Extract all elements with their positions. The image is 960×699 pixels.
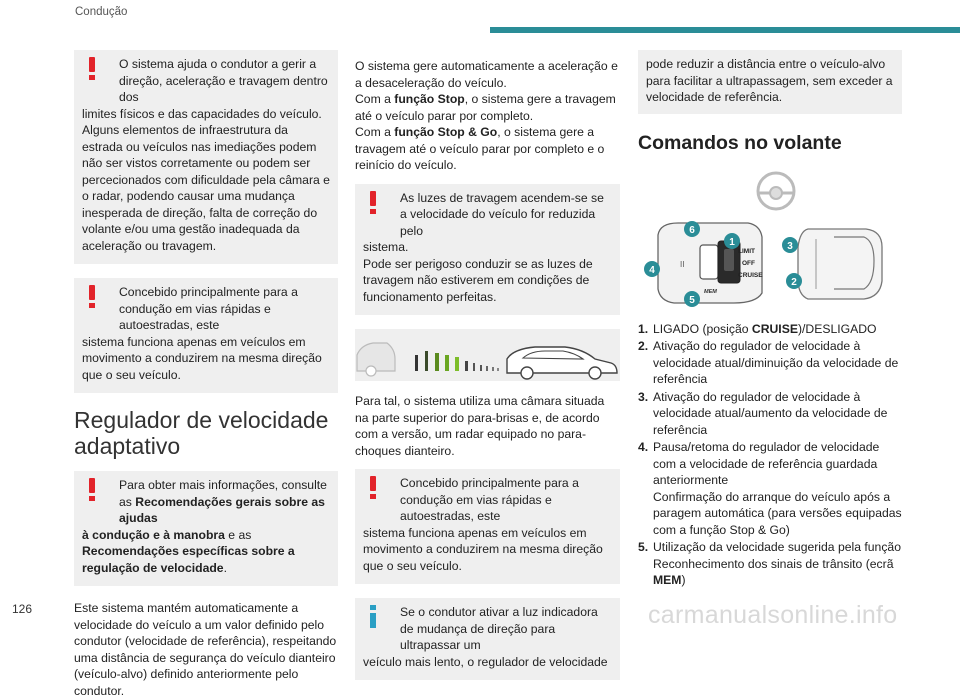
list-text: Utilização da velocidade sugerida pela função Reconhecimento dos sinais de trânsito (ecrã	[653, 540, 901, 571]
reference-bold: à condução e à manobra	[82, 527, 225, 542]
svg-text:5: 5	[689, 294, 695, 306]
controls-list	[638, 321, 902, 589]
warning-box	[355, 469, 620, 584]
warning-icon	[88, 285, 96, 308]
list-text: Ativação do regulador de velocidade à velocidade atual/aumento da velocidade de referência	[653, 389, 888, 437]
warning-box	[74, 278, 338, 393]
warning-lead: Concebido principalmente para a condução em vias rápidas e autoestradas, este	[119, 285, 298, 332]
list-item	[638, 321, 902, 338]
svg-text:3: 3	[787, 240, 793, 252]
svg-text:6: 6	[689, 224, 695, 236]
paragraph-text: , o sistema gere a travagem até o veículo parar por completo e o reinício do veículo.	[355, 125, 605, 172]
warning-text: limites físicos e das capacidades do veículo. Alguns elementos de infraestrutura da estrada ou veículos nas imediações podem não ser vistos corretamente ou podem ser percecionados com dificuldade pela câmara e o radar, podendo causar uma mudança inesperada de direção, falta de correção do volante e/ou uma gestão inadequada da aceleração ou travagem.	[82, 106, 330, 253]
paragraph-text: , o sistema gere a travagem até o veículo parar por completo.	[355, 92, 616, 123]
warning-lead: O sistema ajuda o condutor a gerir a direção, aceleração e travagem dentro dos	[119, 57, 328, 104]
warning-lead-bold: Recomendações gerais sobre as ajudas	[119, 494, 325, 525]
steering-controls-diagram	[638, 219, 902, 309]
paragraph-text: Com a	[355, 92, 395, 106]
reference-text: e as	[224, 527, 252, 542]
column-3	[638, 50, 902, 590]
warning-lead: As luzes de travagem acendem-se se a velocidade do veículo for reduzida pelo	[400, 190, 604, 238]
svg-text:2: 2	[791, 276, 797, 288]
limit-label: LIMIT	[738, 247, 755, 255]
watermark: carmanualsonline.info	[648, 601, 898, 629]
warning-box	[74, 50, 338, 264]
warning-text: sistema funciona apenas em veículos em movimento a conduzirem na mesma direção que o seu veículo.	[82, 334, 322, 382]
list-item	[638, 539, 902, 589]
steering-wheel-illustration	[638, 167, 902, 219]
paragraph	[355, 91, 620, 124]
cruise-label: CRUISE	[738, 271, 763, 279]
paragraph-text: Com a	[355, 125, 395, 139]
list-item	[638, 338, 902, 388]
svg-text:1: 1	[729, 236, 735, 248]
list-text: LIGADO (posição	[653, 321, 752, 336]
column-2	[355, 58, 620, 680]
paragraph: O sistema gere automaticamente a aceleração e a desaceleração do veículo.	[355, 59, 618, 90]
list-text: )/DESLIGADO	[797, 321, 877, 336]
header-accent-bar	[490, 27, 960, 33]
callout-2	[786, 273, 802, 289]
paragraph-bold: função Stop & Go	[394, 125, 498, 139]
info-text: pode reduzir a distância entre o veículo-alvo para facilitar a ultrapassagem, sem exceder a velocidade de referência.	[646, 57, 893, 104]
callout-3	[782, 237, 798, 253]
section-title: Comandos no volante	[638, 131, 842, 154]
column-1	[74, 50, 338, 699]
warning-lead: Para obter mais informações, consulte as	[119, 478, 327, 509]
list-item	[638, 389, 902, 439]
list-number: 1.	[638, 321, 649, 336]
list-item	[638, 439, 902, 538]
warning-icon	[369, 191, 377, 214]
list-number: 3.	[638, 389, 649, 404]
warning-box	[355, 184, 620, 316]
list-bold: CRUISE	[751, 321, 798, 336]
page-number: 126	[12, 602, 33, 616]
list-text: Pausa/retoma do regulador de velocidade com a velocidade de referência guardada anteriormente Confirmação do arranque do veículo após a paragem automática (para versões equipadas com a função Stop & Go)	[653, 440, 902, 537]
car-distance-illustration	[355, 329, 620, 381]
paragraph-bold: função Stop	[394, 92, 465, 106]
section-title: Regulador de velocidade adaptativo	[74, 407, 329, 459]
off-label: OFF	[742, 259, 755, 267]
callout-4	[644, 261, 660, 277]
info-box-continued	[638, 50, 902, 114]
list-number: 4.	[638, 440, 649, 454]
list-text: Ativação do regulador de velocidade à velocidade atual/diminuição da velocidade de referência	[653, 339, 899, 386]
warning-text: sistema. Pode ser perigoso conduzir se as luzes de travagem não estiverem em condições de funcionamento perfeitas.	[363, 240, 593, 304]
callout-5	[684, 291, 700, 307]
list-text: )	[681, 573, 686, 587]
info-text: veículo mais lento, o regulador de velocidade	[363, 654, 608, 669]
warning-icon	[369, 476, 377, 499]
list-number: 5.	[638, 540, 649, 554]
warning-icon	[88, 57, 96, 80]
warning-box	[74, 471, 338, 586]
list-number: 2.	[638, 339, 649, 353]
warning-icon	[88, 478, 96, 501]
callout-6	[684, 221, 700, 237]
paragraph: Este sistema mantém automaticamente a velocidade do veículo a um valor definido pelo condutor (velocidade de referência), respeitando uma distância de segurança do veículo dianteiro (veículo-alvo) definido anteriormente pelo condutor.	[74, 601, 337, 698]
svg-text:II: II	[680, 259, 685, 269]
info-box	[355, 598, 620, 680]
warning-text: sistema funciona apenas em veículos em movimento a conduzirem na mesma direção que o seu veículo.	[363, 525, 603, 573]
paragraph	[355, 124, 620, 174]
mem-label: MEM	[704, 288, 717, 295]
info-lead: Se o condutor ativar a luz indicadora de mudança de direção para ultrapassar um	[400, 605, 598, 652]
info-icon	[369, 605, 377, 628]
svg-text:4: 4	[649, 264, 655, 276]
paragraph: Para tal, o sistema utiliza uma câmara situada na parte superior do para-brisas e, de acordo com a versão, um radar equipado no para-choques dianteiro.	[355, 394, 605, 458]
callout-1	[724, 233, 740, 249]
reference-bold: Recomendações específicas sobre a regulação de velocidade	[82, 544, 295, 575]
header-title: Condução	[75, 6, 128, 18]
reference-text: .	[223, 560, 227, 575]
warning-lead: Concebido principalmente para a condução em vias rápidas e autoestradas, este	[400, 476, 579, 523]
list-bold: MEM	[653, 573, 682, 587]
